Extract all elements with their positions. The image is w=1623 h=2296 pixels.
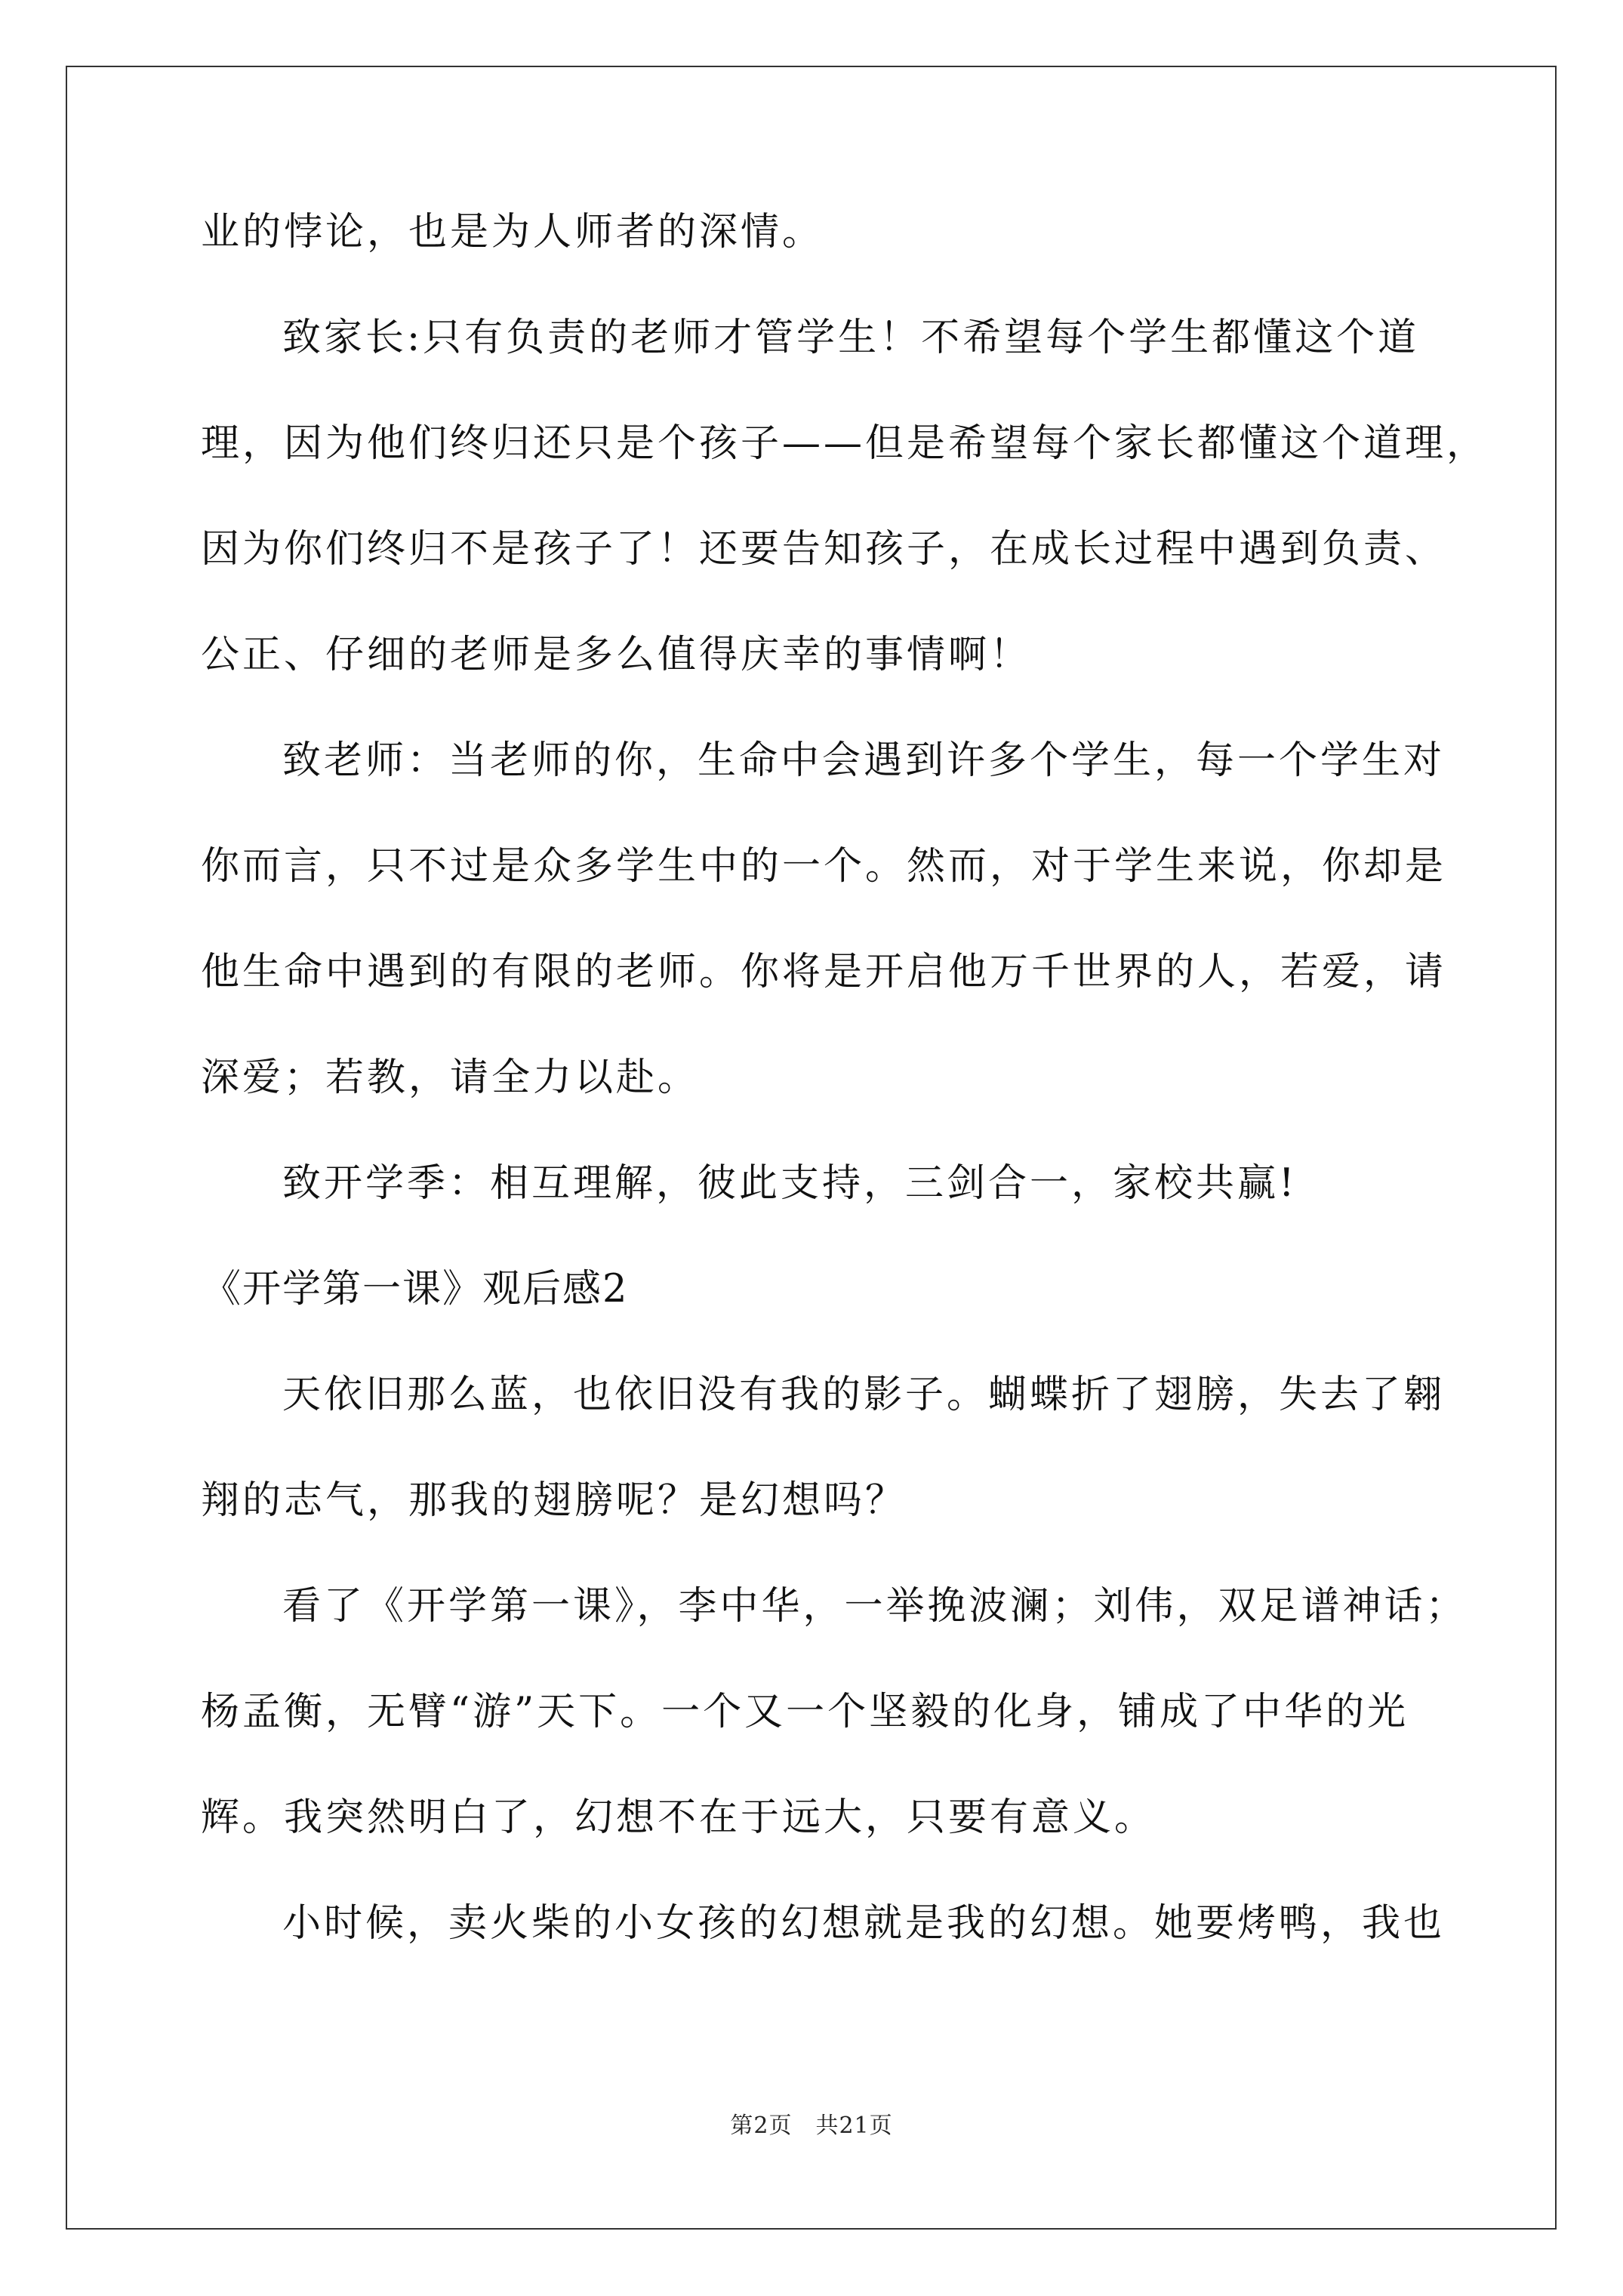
text-line: 公正、仔细的老师是多么值得庆幸的事情啊！	[201, 633, 1032, 677]
text-line: 他生命中遇到的有限的老师。你将是开启他万千世界的人，若爱，请	[201, 950, 1447, 994]
paragraph-start-parents: 致家长:只有负责的老师才管学生！不希望每个学生都懂这个道	[282, 316, 1420, 360]
paragraph-start-teachers: 致老师：当老师的你，生命中会遇到许多个学生，每一个学生对	[282, 738, 1446, 783]
text-line: 因为你们终归不是孩子了！还要告知孩子，在成长过程中遇到负责、	[201, 527, 1447, 572]
paragraph-start-childhood: 小时候，卖火柴的小女孩的幻想就是我的幻想。她要烤鸭，我也	[282, 1901, 1446, 1946]
text-line: 翔的志气，那我的翅膀呢？是幻想吗？	[201, 1478, 907, 1523]
text-line: 理，因为他们终归还只是个孩子——但是希望每个家长都懂这个道理，	[201, 421, 1489, 466]
paragraph-start-school-season: 致开学季：相互理解，彼此支持，三剑合一，家校共赢!	[282, 1161, 1298, 1206]
text-line: 辉。我突然明白了，幻想不在于远大，只要有意义。	[201, 1795, 1156, 1840]
text-line: 杨孟衡，无臂“游”天下。一个又一个坚毅的化身，铺成了中华的光	[201, 1690, 1409, 1734]
paragraph-start-watched: 看了《开学第一课》，李中华，一举挽波澜；刘伟，双足谱神话；	[282, 1584, 1467, 1629]
text-line: 你而言，只不过是众多学生中的一个。然而，对于学生来说，你却是	[201, 844, 1447, 889]
paragraph-start-sky: 天依旧那么蓝，也依旧没有我的影子。蝴蝶折了翅膀，失去了翱	[282, 1373, 1446, 1417]
text-line: 业的悖论，也是为人师者的深情。	[201, 210, 824, 254]
text-line: 深爱；若教，请全力以赴。	[201, 1056, 700, 1100]
page-number-footer: 第2页 共21页	[730, 2113, 893, 2139]
section-heading: 《开学第一课》观后感2	[202, 1267, 629, 1311]
